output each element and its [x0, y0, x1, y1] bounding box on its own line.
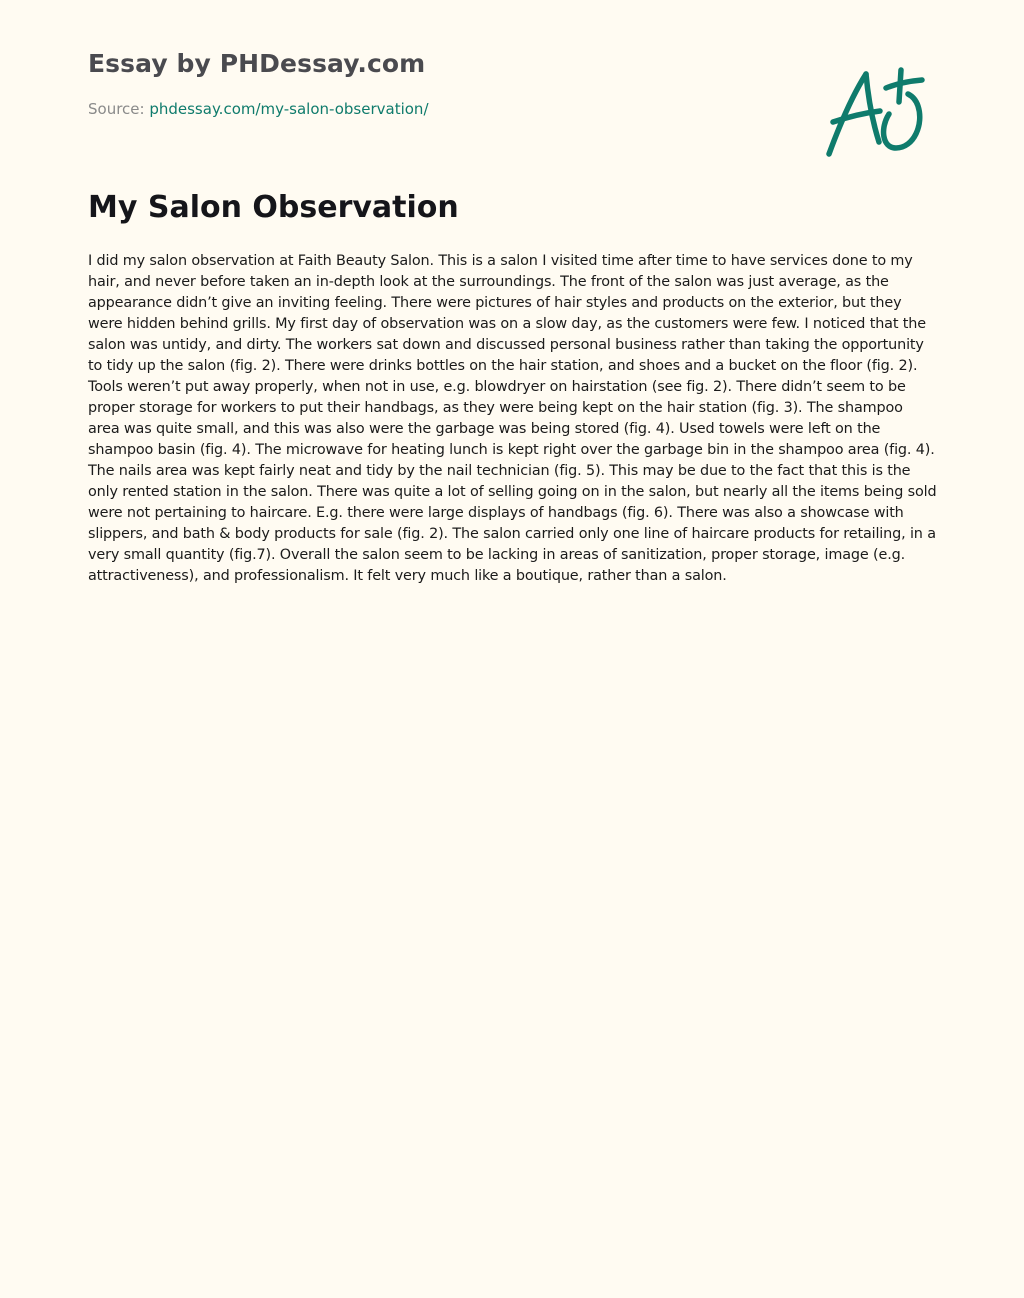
site-brand-title: Essay by PHDessay.com [88, 49, 426, 78]
source-link[interactable]: phdessay.com/my-salon-observation/ [149, 100, 429, 118]
source-label: Source: [88, 100, 150, 118]
essay-body: I did my salon observation at Faith Beauty Salon. This is a salon I visited time after time to have services done to my hair, and never before taken an in-depth look at the surroundings. The front of the salon was just average, as the appearance didn’t give an inviting feeling. There were pictures of hair styles and products on the exterior, but they were hidden behind grills. My first day of observation was on a slow day, as the customers were few. I noticed that the salon was untidy, and dirty. The workers sat down and discussed personal business rather than taking the opportunity to tidy up the salon (fig. 2). There were drinks bottles on the hair station, and shoes and a bucket on the floor (fig. 2). Tools weren’t put away properly, when not in use, e.g. blowdryer on hairstation (see fig. 2). There didn’t seem to be proper storage for workers to put their handbags, as they were being kept on the hair station (fig. 3). The shampoo area was quite small, and this was also were the garbage was being stored (fig. 4). Used towels were left on the shampoo basin (fig. 4). The microwave for heating lunch is kept right over the garbage bin in the shampoo area (fig. 4). The nails area was kept fairly neat and tidy by the nail technician (fig. 5). This may be due to the fact that this is the only rented station in the salon. There was quite a lot of selling going on in the salon, but nearly all the items being sold were not pertaining to haircare. E.g. there were large displays of handbags (fig. 6). There was also a showcase with slippers, and bath & body products for sale (fig. 2). The salon carried only one line of haircare products for retailing, in a very small quantity (fig.7). Overall the salon seem to be lacking in areas of sanitization, proper storage, image (e.g. attractiveness), and professionalism. It felt very much like a boutique, rather than a salon. [88, 253, 937, 584]
source-line [88, 100, 429, 118]
a-plus-grade-icon [822, 62, 930, 162]
essay-title: My Salon Observation [88, 190, 459, 225]
